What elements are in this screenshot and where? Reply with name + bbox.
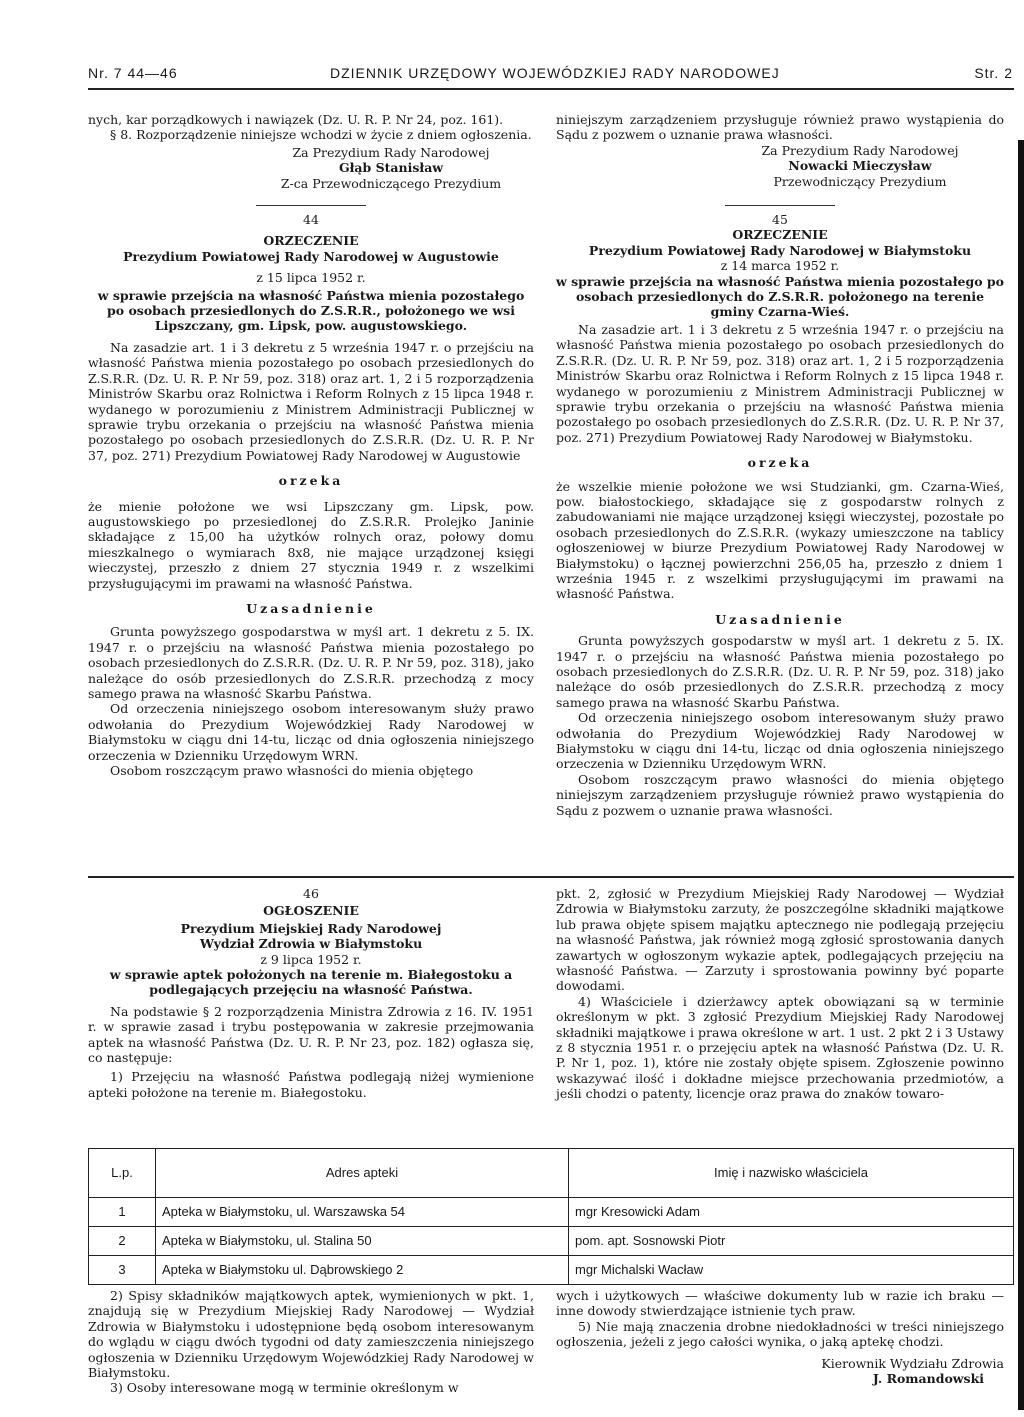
signature-name: Głąb Stanisław (338, 160, 444, 176)
uzasadnienie-heading: Uzasadnienie (715, 611, 845, 627)
column-header: L.p. (89, 1149, 156, 1198)
notice-left-column (88, 886, 534, 1100)
notice-right-column (556, 886, 1004, 1102)
uzasadnienie-heading: Uzasadnienie (246, 600, 376, 616)
item-heading: ORZECZENIE (732, 227, 828, 243)
table-header-row (89, 1149, 1014, 1198)
table-cell: 1 (89, 1198, 156, 1227)
signature-name: Nowacki Mieczysław (788, 158, 932, 174)
orzeka-heading: orzeka (747, 455, 813, 471)
paragraph: Od orzeczenia niniejszego osobom interesowanym służy prawo odwołania do Prezydium Wojewódzkiej Rady Narodowej w Białymstoku w ciągu dni 14-tu, licząc od dnia ogłoszenia niniejszego orzeczenia w Dzienniku Urzędowym WRN. (556, 710, 1004, 772)
page-number: Str. 2 (974, 65, 1013, 81)
left-column (88, 112, 534, 778)
table-cell: Apteka w Białymstoku, ul. Stalina 50 (156, 1227, 569, 1256)
paragraph: nych, kar porządkowych i nawiązek (Dz. U. R. P. Nr 24, poz. 161). (88, 112, 504, 127)
paragraph: 2) Spisy składników majątkowych aptek, wymienionych w pkt. 1, znajdują się w Prezydium Miejskiej Rady Narodowej — Wydział Zdrowia w Białymstoku i udostępnione będą osobom interesowanym do wglądu w ciągu dwóch tygodni od daty zamieszczenia niniejszego ogłoszenia w Dzienniku Urzędowym Wojewódzkiej Rady Narodowej w Białymstoku. (88, 1288, 534, 1381)
item-issuer: Prezydium Miejskiej Rady Narodowej (180, 920, 442, 936)
paragraph: Osobom roszczącym prawo własności do mienia objętego niniejszym zarządzeniem przysługuje również prawo wystąpienia do Sądu z pozwem o uznanie prawa własności. (556, 771, 1004, 818)
table-row (89, 1198, 1014, 1227)
section-divider (256, 205, 366, 206)
item-heading: OGŁOSZENIE (263, 903, 359, 919)
column-header: Imię i nazwisko właściciela (569, 1149, 1014, 1198)
table-cell: Apteka w Białymstoku, ul. Warszawska 54 (156, 1198, 569, 1227)
paragraph: Na zasadzie art. 1 i 3 dekretu z 5 września 1947 r. o przejściu na własność Państwa mienia pozostałego po osobach przesiedlonych do Z.S.R.R. (Dz. U. R. P. Nr 59, poz. 318) oraz art. 1, 2 i 5 rozporządzenia Ministrów Skarbu oraz Rolnictwa i Reform Rolnych z 15 lipca 1948 r. wydanego w porozumieniu z Ministrem Administracji Publicznej w sprawie trybu orzekania o przejściu na własność Państwa mienia pozostałego po osobach przesiedlonych do Z.S.R.R. (Dz. U. R. P. Nr 37, poz. 271) Prezydium Powiatowej Rady Narodowej w Augustowie (88, 339, 534, 463)
paragraph: niniejszym zarządzeniem przysługuje również prawo wystąpienia do Sądu z pozwem o uznanie prawa własności. (556, 112, 1004, 143)
item-issuer: Prezydium Powiatowej Rady Narodowej w Augustowie (123, 248, 499, 264)
bottom-right-column (556, 1288, 1004, 1386)
signature-role: Przewodniczący Prezydium (773, 173, 947, 189)
paragraph: Od orzeczenia niniejszego osobom interesowanym służy prawo odwołania do Prezydium Wojewódzkiej Rady Narodowej w Białymstoku w ciągu dni 14-tu, licząc od dnia ogłoszenia niniejszego orzeczenia w Dzienniku Urzędowym WRN. (88, 701, 534, 763)
signature-role: Z-ca Przewodniczącego Prezydium (280, 175, 502, 191)
item-date: z 14 marca 1952 r. (720, 258, 840, 274)
table-row (89, 1227, 1014, 1256)
table-cell: pom. apt. Sosnowski Piotr (569, 1227, 1014, 1256)
orzeka-heading: orzeka (278, 473, 344, 489)
signature-for: Za Prezydium Rady Narodowej (761, 142, 959, 158)
signature-role: Kierownik Wydziału Zdrowia (821, 1355, 1004, 1371)
paragraph: Grunta powyższego gospodarstwa w myśl art. 1 dekretu z 5. IX. 1947 r. o przejściu na własność Państwa mienia pozostałego po osobach przesiedlonych do Z.S.R.R. (Dz. U. R. P. Nr 59, poz. 318), jako należące do osób przesiedlonych do Z.S.R.R. przechodzą z mocy samego prawa na własność Skarbu Państwa. (88, 624, 535, 701)
paragraph: że wszelkie mienie położone we wsi Studzianki, gm. Czarna-Wieś, pow. białostockiego, składające się z gospodarstw rolnych z zabudowaniami nie mające urządzonej księgi wieczystej, pozostałe po osobach przesiedlonych do Z.S.R.R. (wykazy umieszczone na tablicy ogłoszeniowej w biurze Prezydium Powiatowej Rady Narodowej w Białymstoku) o łącznej powierzchni 256,05 ha, przeszło z dniem 1 września 1945 r. z wszelkimi przysługującymi im prawami na własność Państwa. (556, 478, 1004, 602)
table-cell: mgr Kresowicki Adam (569, 1198, 1014, 1227)
paragraph: Na zasadzie art. 1 i 3 dekretu z 5 września 1947 r. o przejściu na własność Państwa mienia pozostałego po osobach przesiedlonych do Z.S.R.R. (Dz. U. R. P. Nr 59, poz. 318) oraz art. 1, 2 i 5 rozporządzenia Ministrów Skarbu oraz Rolnictwa i Reform Rolnych z 15 lipca 1948 r. wydanego w porozumieniu z Ministrem Administracji Publicznej w sprawie trybu orzekania o przejściu na własność Państwa mienia pozostałego po osobach przesiedlonych do Z.S.R.R. (Dz. U. R. P. Nr 37, poz. 271) Prezydium Powiatowej Rady Narodowej w Białymstoku. (556, 321, 1004, 445)
pharmacy-table (88, 1148, 1014, 1285)
signature-for: Za Prezydium Rady Narodowej (292, 144, 490, 160)
scan-edge (1018, 140, 1024, 1410)
paragraph: 5) Nie mają znaczenia drobne niedokładności w treści niniejszego ogłoszenia, jeżeli z jego całości wynika, o jaką aptekę chodzi. (556, 1318, 1004, 1350)
section-divider (725, 205, 835, 206)
table-cell: 3 (89, 1256, 156, 1285)
paragraph: Grunta powyższych gospodarstw w myśl art. 1 dekretu z 5. IX. 1947 r. o przejściu na własność Państwa mienia pozostałego po osobach przesiedlonych do Z.S.R.R. (Dz. U. R. P. Nr 59, poz. 318) jako należące do osób przesiedlonych do Z.S.R.R. przechodzą z mocy samego prawa na własność Skarbu Państwa. (556, 633, 1004, 710)
table-cell: Apteka w Białymstoku ul. Dąbrowskiego 2 (156, 1256, 569, 1285)
table-row (89, 1256, 1014, 1285)
item-subject: w sprawie przejścia na własność Państwa mienia pozostałego po osobach przesiedlonych do Z.S.R.R., położonego we wsi Lipszczany, gm. Lipsk, pow. augustowskiego. (97, 287, 525, 334)
paragraph: że mienie położone we wsi Lipszczany gm. Lipsk, pow. augustowskiego po przesiedlonej do Z.S.R.R. Prolejko Janinie składające z 15,00 ha użytków rolnych oraz, połowy domu mieszkalnego o wymiarach 8x8, nie mające urządzonej księgi wieczystej, przeszło z dniem 27 stycznia 1949 r. z wszelkimi przysługującymi im prawami na własność Państwa. (88, 498, 534, 591)
item-number: 46 (303, 886, 319, 901)
item-issuer: Wydział Zdrowia w Białymstoku (199, 936, 423, 952)
paragraph: Na podstawie § 2 rozporządzenia Ministra Zdrowia z 16. IV. 1951 r. w sprawie zasad i trybu postępowania w zakresie przejmowania aptek na własność Państwa (Dz. U. R. P. Nr 23, poz. 182) ogłasza się, co następuje: (88, 1003, 534, 1066)
paragraph: pkt. 2, zgłosić w Prezydium Miejskiej Rady Narodowej — Wydział Zdrowia w Białymstoku zarzuty, że poszczególne składniki majątkowe lub prawa objęte spisem majątku aptecznego nie podlegają przejęciu na własność Państwa, jak również mogą zgłosić sprostowania danych zawartych w ogłoszonym wykazie aptek, podlegających przejęciu na własność Państwa. — Zarzuty i sprostowania powinny być poparte dowodami. (556, 886, 1004, 994)
column-header: Adres apteki (156, 1149, 569, 1198)
right-column (556, 112, 1004, 818)
paragraph: Osobom roszczącym prawo własności do mienia objętego (110, 763, 474, 779)
item-number: 44 (303, 212, 319, 228)
paragraph: wych i użytkowych — właściwe dokumenty lub w razie ich braku — inne dowody stwierdzające istnienie tych praw. (556, 1288, 1004, 1319)
item-subject: w sprawie przejścia na własność Państwa mienia pozostałego po osobach przesiedlonych do Z.S.R.R. położonego na terenie gminy Czarna-Wieś. (556, 273, 1004, 320)
paragraph: 1) Przejęciu na własność Państwa podlegają niżej wymienione apteki położone na terenie m. Białegostoku. (88, 1069, 534, 1100)
item-heading: ORZECZENIE (263, 233, 359, 249)
table-cell: mgr Michalski Wacław (569, 1256, 1014, 1285)
page-header (88, 66, 1013, 86)
header-rule (88, 88, 1014, 90)
bottom-left-column (88, 1288, 534, 1396)
paragraph: 4) Właściciele i dzierżawcy aptek obowiązani są w terminie określonym w pkt. 3 zgłosić Prezydium Miejskiej Rady Narodowej składniki majątkowe i prawa określone w art. 1 ust. 2 pkt 2 i 3 Ustawy z 8 stycznia 1951 r. o przejęciu aptek na własność Państwa (Dz. U. R. P. Nr 1, poz. 1), które nie zostały objęte spisem. Zgłoszenie powinno wskazywać ilość i dokładne miejsce przechowania przedmiotów, a jeśli chodzi o patenty, licencje oraz prawa do znaków towaro- (556, 993, 1004, 1102)
paragraph: § 8. Rozporządzenie niniejsze wchodzi w życie z dniem ogłoszenia. (110, 127, 532, 143)
signature-name: J. Romandowski (872, 1371, 984, 1387)
table-cell: 2 (89, 1227, 156, 1256)
item-issuer: Prezydium Powiatowej Rady Narodowej w Białymstoku (588, 242, 972, 258)
gazette-title: DZIENNIK URZĘDOWY WOJEWÓDZKIEJ RADY NARODOWEJ (330, 65, 780, 81)
item-number: 45 (772, 212, 788, 228)
item-date: z 15 lipca 1952 r. (256, 270, 366, 286)
section-rule (88, 876, 1014, 878)
item-date: z 9 lipca 1952 r. (260, 951, 362, 967)
issue-number: Nr. 7 44—46 (88, 65, 178, 81)
paragraph: 3) Osoby interesowane mogą w terminie określonym w (110, 1380, 459, 1396)
item-subject: w sprawie aptek położonych na terenie m. Białegostoku a podlegających przejęciu na własność Państwa. (109, 967, 513, 998)
